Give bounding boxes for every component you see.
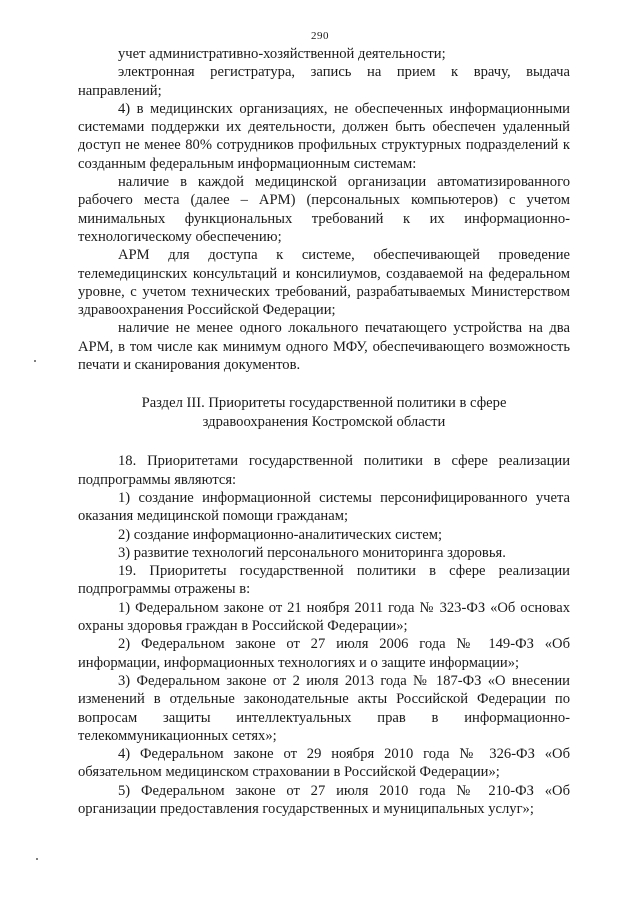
section-heading-line: Раздел III. Приоритеты государственной политики в сфере bbox=[141, 395, 507, 412]
paragraph: АРМ для доступа к системе, обеспечивающей проведение телемедицинских консультаций и консилиумов, создаваемой на федеральном уровне, с учетом технических требований, разрабатываемых Министерством здравоохранения Российской Федерации; bbox=[78, 247, 570, 319]
paragraph: 2) создание информационно-аналитических систем; bbox=[118, 526, 443, 543]
section-heading-line: здравоохранения Костромской области bbox=[202, 413, 446, 430]
paragraph: 5) Федеральном законе от 27 июля 2010 года № 210-ФЗ «Об организации предоставления государственных и муниципальных услуг»; bbox=[78, 782, 570, 817]
paragraph: наличие в каждой медицинской организации автоматизированного рабочего места (далее – АРМ) (персональных компьютеров) с учетом минимальных функциональных требований к их информационно-технологическому обеспечению; bbox=[78, 174, 570, 245]
document-body bbox=[78, 45, 570, 818]
paragraph: 3) Федеральном законе от 2 июля 2013 года № 187-ФЗ «О внесении изменений в отдельные законодательные акты Российской Федерации по вопросам защиты интеллектуальных прав в информационно-телекоммуникационных сетях»; bbox=[78, 672, 570, 744]
paragraph: 1) Федеральном законе от 21 ноября 2011 года № 323-ФЗ «Об основах охраны здоровья граждан в Российской Федерации»; bbox=[78, 599, 570, 635]
page-number: 290 bbox=[311, 30, 329, 42]
section-heading bbox=[78, 394, 570, 431]
paragraph: 18. Приоритетами государственной политики в сфере реализации подпрограммы являются: bbox=[78, 453, 570, 488]
paragraph: наличие не менее одного локального печатающего устройства на два АРМ, в том числе как минимум одного МФУ, обеспечивающего возможность печати и сканирования документов. bbox=[78, 320, 570, 374]
paragraph: учет административно-хозяйственной деятельности; bbox=[118, 46, 446, 62]
paragraph: 3) развитие технологий персонального мониторинга здоровья. bbox=[118, 544, 506, 561]
paragraph: 19. Приоритеты государственной политики в сфере реализации подпрограммы отражены в: bbox=[78, 563, 570, 598]
paragraph: 1) создание информационной системы персонифицированного учета оказания медицинской помощи гражданам; bbox=[78, 489, 570, 525]
scan-speck bbox=[34, 360, 36, 362]
paragraph: 2) Федеральном законе от 27 июля 2006 года № 149-ФЗ «Об информации, информационных технологиях и о защите информации»; bbox=[78, 636, 570, 671]
paragraph: 4) Федеральном законе от 29 ноября 2010 года № 326-ФЗ «Об обязательном медицинском страховании в Российской Федерации»; bbox=[78, 746, 570, 781]
paragraph: 4) в медицинских организациях, не обеспеченных информационными системами поддержки их деятельности, должен быть обеспечен удаленный доступ не менее 80% сотрудников профильных структурных подразделений к созданным федеральным информационным системам: bbox=[78, 100, 570, 172]
paragraph: электронная регистратура, запись на прием к врачу, выдача направлений; bbox=[78, 64, 570, 99]
scan-speck bbox=[36, 858, 38, 860]
